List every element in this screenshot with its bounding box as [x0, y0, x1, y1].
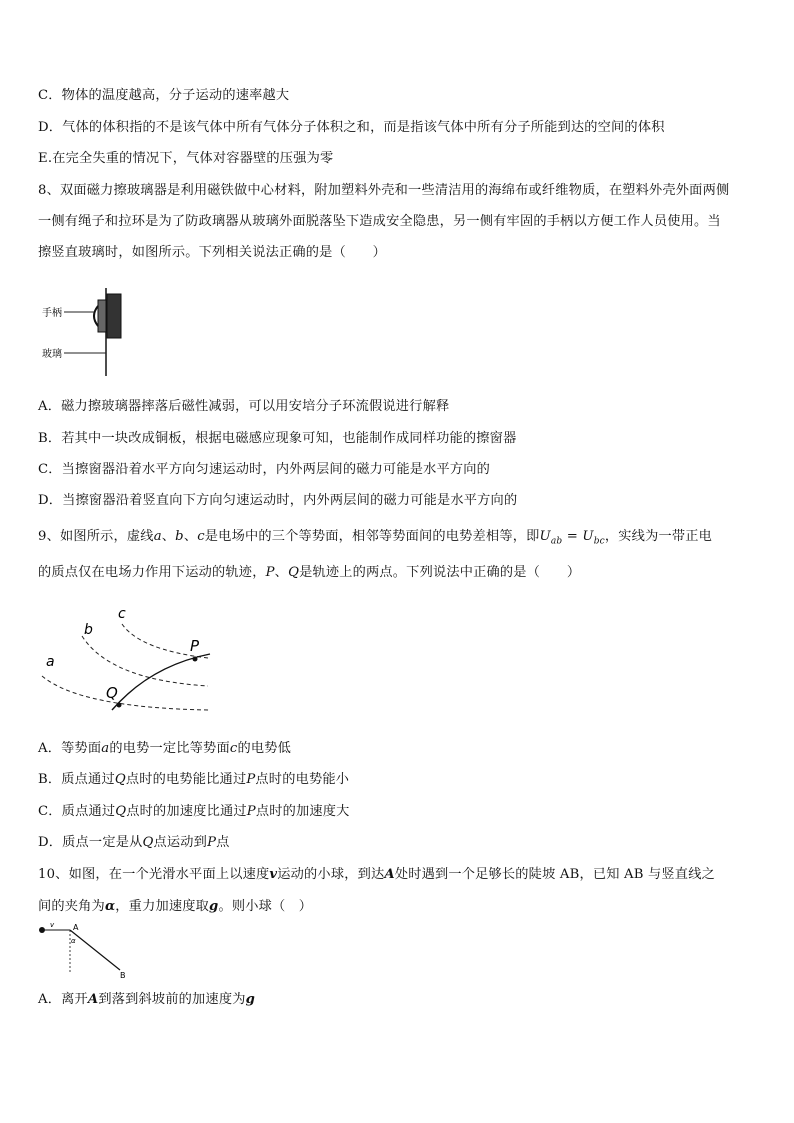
q7-option-d: D．气体的体积指的不是该气体中所有气体分子体积之和，而是指该气体中所有分子所能到达的空间的体积: [38, 120, 665, 135]
q8-option-b: B．若其中一块改成铜板，根据电磁感应现象可知，也能制作成同样功能的擦窗器: [38, 431, 517, 446]
q9-text: 是轨迹上的两点。下列说法中正确的是（ ）: [299, 565, 581, 580]
var: P: [246, 804, 256, 819]
q8-stem-line-1: 8、双面磁力擦玻璃器是利用磁铁做中心材料，附加塑料外壳和一些清洁用的海绵布或纤维物质，在塑料外壳外面两侧: [38, 183, 730, 198]
q10-stem-line-1: [38, 863, 715, 882]
q9-stem-line-1: [38, 525, 712, 547]
label-A: A: [73, 923, 79, 932]
opt-text: D．质点一定是从: [38, 835, 143, 850]
var-alpha: α: [104, 899, 116, 914]
var: P: [246, 772, 256, 787]
q8-stem-line-2: 一侧有绳子和拉环是为了防政璃器从玻璃外面脱落坠下造成安全隐患，另一侧有牢固的手柄以方便工作人员使用。当: [38, 214, 721, 229]
var-a: a: [153, 529, 162, 544]
q9-option-c: [38, 800, 350, 819]
q9-stem-line-2: [38, 561, 580, 580]
label-p: P: [190, 637, 200, 655]
ball: [39, 927, 45, 933]
opt-text: 到落到斜坡前的加速度为: [98, 992, 246, 1007]
q9-option-b: [38, 768, 349, 787]
q8-option-a: A．磁力擦玻璃器摔落后磁性减弱，可以用安培分子环流假说进行解释: [38, 399, 450, 414]
q10-text: 运动的小球，到达: [277, 867, 385, 882]
label-handle: 手柄: [42, 308, 62, 319]
opt-text: 点时的电势能比通过: [125, 772, 247, 787]
var: a: [101, 741, 110, 756]
q10-text: 间的夹角为: [38, 899, 105, 914]
var-g: g: [245, 992, 256, 1007]
sub-ab: ab: [550, 536, 563, 547]
q10-text: 。则小球（ ）: [218, 899, 313, 914]
label-v: v: [50, 921, 55, 929]
var-A: A: [87, 992, 99, 1007]
q10-option-a: [38, 988, 255, 1007]
opt-text: A．离开: [38, 992, 88, 1007]
q9-text: 是电场中的三个等势面，相邻等势面间的电势差相等，即: [204, 529, 540, 544]
label-q: Q: [106, 684, 118, 702]
opt-text: C．质点通过: [38, 804, 116, 819]
var: c: [229, 741, 238, 756]
window-cleaner-figure: [40, 280, 140, 380]
slope-figure: [36, 920, 136, 980]
opt-text: 点时的加速度比通过: [126, 804, 247, 819]
point-q: [117, 703, 122, 708]
var: P: [207, 835, 217, 850]
q10-text: 10、如图，在一个光滑水平面上以速度: [38, 867, 270, 882]
q10-text: ，重力加速度取: [115, 899, 210, 914]
q7-option-c: C．物体的温度越高，分子运动的速率越大: [38, 88, 290, 103]
sub-bc: bc: [593, 536, 605, 547]
q9-text: ，实线为一带正电: [604, 529, 713, 544]
var-v: v: [269, 867, 278, 882]
label-alpha: α: [71, 937, 76, 945]
opt-text: 点时的加速度大: [255, 804, 350, 819]
handle-curve: [94, 306, 98, 326]
opt-text: 的电势一定比等势面: [109, 741, 230, 756]
var-q: Q: [288, 565, 300, 580]
q8-option-c: C．当擦窗器沿着水平方向匀速运动时，内外两层间的磁力可能是水平方向的: [38, 462, 491, 477]
opt-text: 点时的电势能小: [255, 772, 350, 787]
var: Q: [115, 804, 127, 819]
var-g: g: [209, 899, 219, 914]
eq-u2: = U: [562, 529, 594, 544]
eq-u: U: [539, 529, 551, 544]
q8-stem-line-3: 擦竖直玻璃时，如图所示。下列相关说法正确的是（ ）: [38, 245, 387, 260]
label-c: c: [118, 606, 126, 622]
q8-option-d: D．当擦窗器沿着竖直向下方向匀速运动时，内外两层间的磁力可能是水平方向的: [38, 493, 518, 508]
slope-ab: [70, 930, 120, 970]
point-p: [193, 657, 198, 662]
sep: 、: [183, 529, 198, 544]
sep: 、: [274, 565, 289, 580]
var: Q: [114, 772, 126, 787]
q7-option-e: E.在完全失重的情况下，气体对容器壁的压强为零: [38, 151, 334, 166]
q9-text: 的质点仅在电场力作用下运动的轨迹，: [38, 565, 266, 580]
cleaner-outer-block: [107, 294, 121, 338]
q10-stem-line-2: [38, 895, 312, 914]
cleaner-inner-block: [98, 300, 106, 332]
label-a: a: [46, 654, 55, 670]
label-B: B: [120, 971, 126, 980]
opt-text: 点运动到: [153, 835, 208, 850]
var-c: c: [197, 529, 205, 544]
equipotential-figure: [40, 598, 220, 718]
opt-text: A．等势面: [38, 741, 102, 756]
sep: 、: [161, 529, 176, 544]
var-b: b: [175, 529, 184, 544]
label-glass: 玻璃: [42, 349, 62, 360]
opt-text: 点: [216, 835, 230, 850]
q9-text: 9、如图所示，虚线: [38, 529, 154, 544]
equipotential-a: [42, 676, 210, 710]
trajectory: [112, 654, 210, 710]
q9-option-a: [38, 737, 291, 756]
var: Q: [142, 835, 154, 850]
var-A: A: [384, 867, 395, 882]
opt-text: B．质点通过: [38, 772, 115, 787]
label-b: b: [84, 622, 93, 638]
var-p: P: [265, 565, 275, 580]
q9-option-d: [38, 831, 230, 850]
opt-text: 的电势低: [237, 741, 291, 756]
q10-text: 处时遇到一个足够长的陡坡 AB，已知 AB 与竖直线之: [394, 867, 715, 882]
